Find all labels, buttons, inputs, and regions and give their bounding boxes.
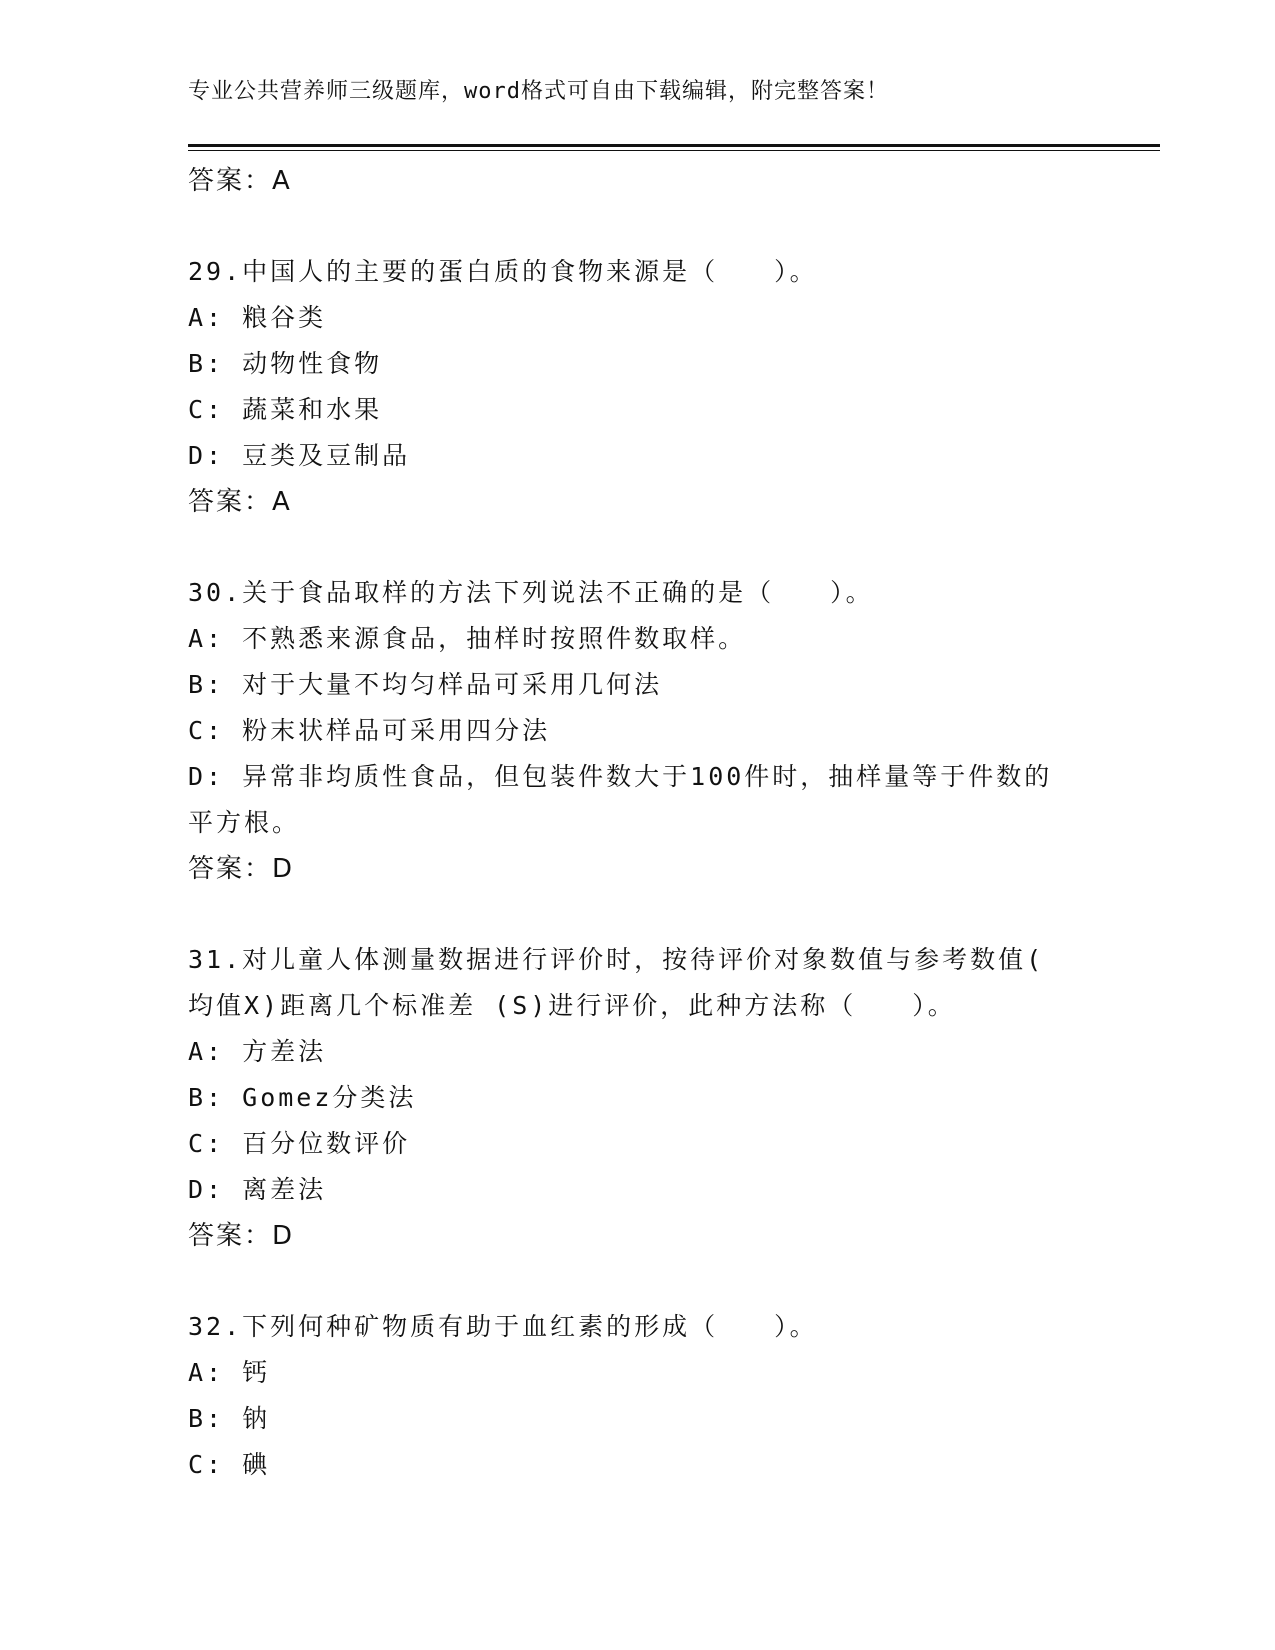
- option-b: B: 对于大量不均匀样品可采用几何法: [188, 670, 663, 699]
- option-a: A: 方差法: [188, 1037, 327, 1066]
- header-rule-thin: [188, 150, 1160, 151]
- option-a: A: 钙: [188, 1358, 271, 1387]
- spacer: [188, 525, 1088, 570]
- question-stem-line-2: 均值X)距离几个标准差 (S)进行评价，此种方法称（ ）。: [188, 991, 956, 1020]
- question-stem: 30.关于食品取样的方法下列说法不正确的是（ ）。: [188, 578, 874, 607]
- page-header: 专业公共营养师三级题库，word格式可自由下载编辑，附完整答案！: [188, 79, 889, 104]
- option-c: C: 蔬菜和水果: [188, 395, 383, 424]
- question-block: [188, 1304, 1088, 1488]
- option-c: C: 碘: [188, 1450, 271, 1479]
- spacer: [188, 892, 1088, 937]
- answer-line: 答案：A: [188, 166, 292, 196]
- option-b: B: 动物性食物: [188, 349, 383, 378]
- option-b: B: Gomez分类法: [188, 1083, 417, 1112]
- answer-line: 答案：D: [188, 854, 295, 884]
- option-d: D: 豆类及豆制品: [188, 441, 411, 470]
- spacer: [188, 1259, 1088, 1304]
- question-stem: 32.下列何种矿物质有助于血红素的形成（ ）。: [188, 1312, 818, 1341]
- question-list: [188, 158, 1088, 1488]
- option-c: C: 百分位数评价: [188, 1129, 411, 1158]
- option-a: A: 粮谷类: [188, 303, 327, 332]
- question-block: [188, 570, 1088, 892]
- question-block: [188, 249, 1088, 525]
- spacer: [188, 204, 1088, 249]
- option-c: C: 粉末状样品可采用四分法: [188, 716, 551, 745]
- option-d-continued: 平方根。: [188, 808, 301, 837]
- question-stem: 29.中国人的主要的蛋白质的食物来源是（ ）。: [188, 257, 818, 286]
- question-stem-line-1: 31.对儿童人体测量数据进行评价时，按待评价对象数值与参考数值(: [188, 945, 1045, 974]
- question-block: [188, 937, 1088, 1259]
- option-d: D: 离差法: [188, 1175, 327, 1204]
- option-b: B: 钠: [188, 1404, 271, 1433]
- option-d: D: 异常非均质性食品，但包装件数大于100件时，抽样量等于件数的: [188, 762, 1053, 791]
- header-rule-thick: [188, 144, 1160, 147]
- answer-line: 答案：D: [188, 1221, 295, 1251]
- option-a: A: 不熟悉来源食品，抽样时按照件数取样。: [188, 624, 747, 653]
- answer-line: 答案：A: [188, 487, 292, 517]
